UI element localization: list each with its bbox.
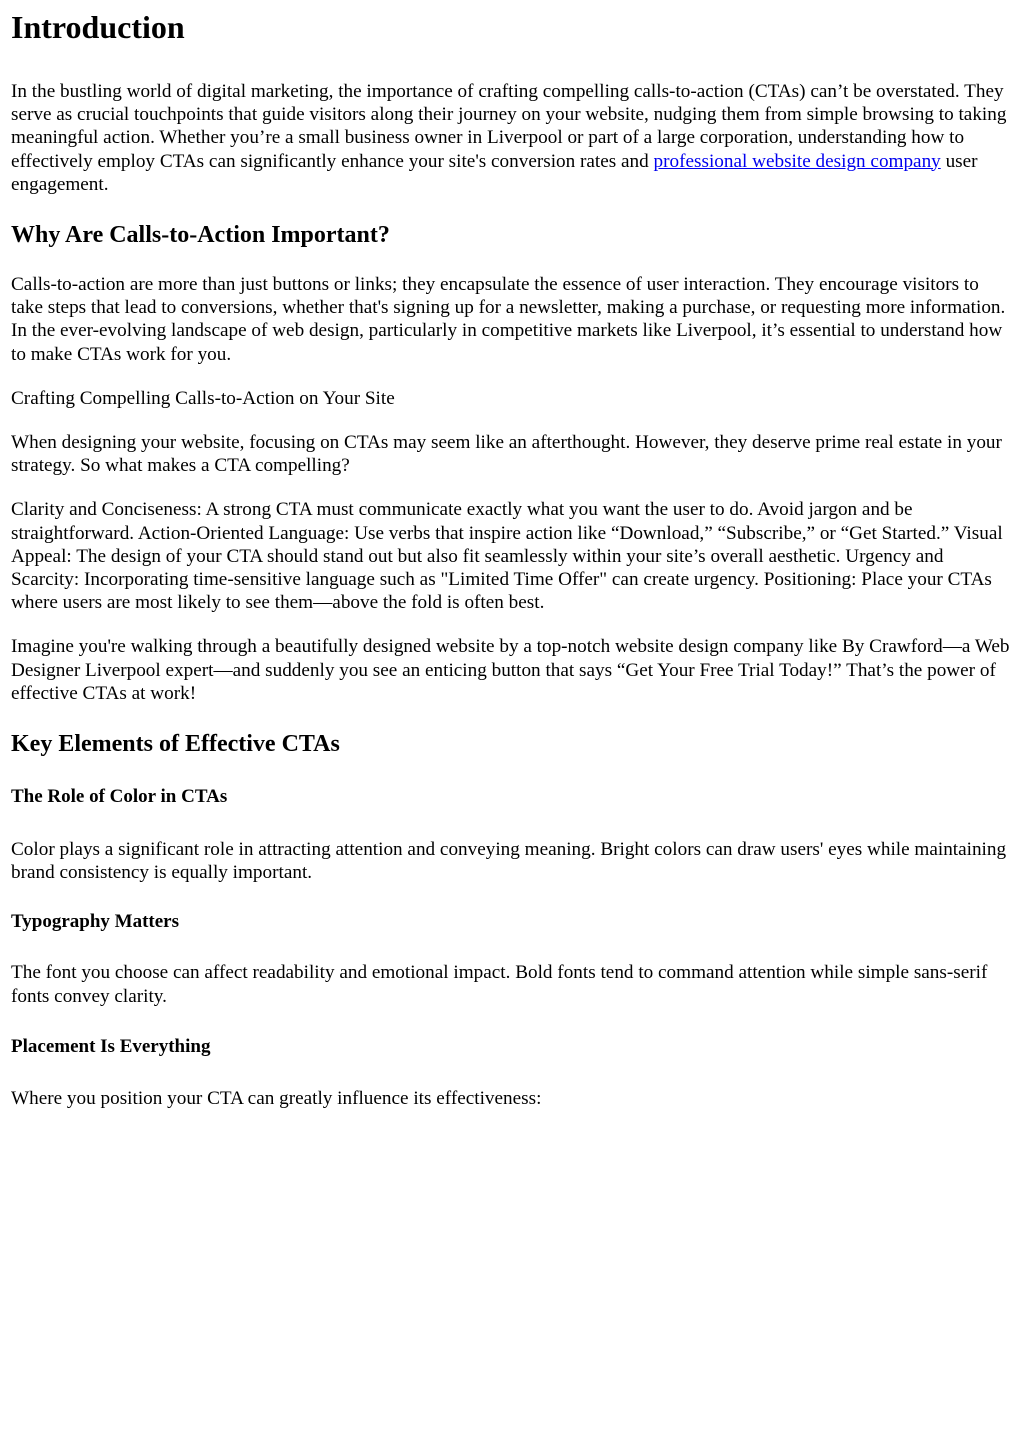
subheading-placement: Placement Is Everything [11,1035,211,1057]
elements-paragraph: Clarity and Conciseness: A strong CTA must communicate exactly what you want the user to do. Avoid jargon and be straightforward. Action-Oriented Language: Use verbs that inspire action like “Download,” “Subscribe,” or “Get Started.” Visual Appeal: The design of your CTA should stand out but also fit seamlessly within your site’s overall aesthetic. Urgency and Scarcity: Incorporating time-sensitive language such as "Limited Time Offer" can create urgency. Positioning: Place your CTAs where users are most likely to see them—above the fold is often best. [11,499,1003,614]
section-heading-key-elements: Key Elements of Effective CTAs [11,731,340,758]
imagine-paragraph: Imagine you're walking through a beautifully designed website by a top-notch website design company like By Crawford—a Web Designer Liverpool expert—and suddenly you see an enticing button that says “Get Your Free Trial Today!” That’s the power of effective CTAs at work! [11,636,1010,704]
subheading-color: The Role of Color in CTAs [11,786,228,808]
intro-paragraph [11,80,1014,196]
section-heading-why: Why Are Calls-to-Action Important? [11,222,390,249]
subheading-typography: Typography Matters [11,911,179,933]
article [0,9,1024,1110]
intro-text: In the bustling world of digital marketing, the importance of crafting compelling calls-to-action (CTAs) can’t be overstated. They serve as crucial touchpoints that guide visitors along their journey on your website, nudging them from simple browsing to taking meaningful action. Whether you’re a small business owner in Liverpool or part of a large corporation, understanding how to effectively employ CTAs can significantly enhance your site's conversion rates and [11,81,1007,172]
typography-paragraph: The font you choose can affect readability and emotional impact. Bold fonts tend to command attention while simple sans-serif fonts convey clarity. [11,962,988,1007]
why-paragraph: Calls-to-action are more than just buttons or links; they encapsulate the essence of user interaction. They encourage visitors to take steps that lead to conversions, whether that's signing up for a newsletter, making a purchase, or requesting more information. In the ever-evolving landscape of web design, particularly in competitive markets like Liverpool, it’s essential to understand how to make CTAs work for you. [11,274,1006,365]
crafting-subheading: Crafting Compelling Calls-to-Action on Your Site [11,387,395,409]
designing-paragraph: When designing your website, focusing on CTAs may seem like an afterthought. However, they deserve prime real estate in your strategy. So what makes a CTA compelling? [11,432,1002,477]
page-title: Introduction [11,9,185,45]
website-design-link[interactable]: professional website design company [653,150,941,172]
intro-text-end: user engagement. [11,150,978,195]
color-paragraph: Color plays a significant role in attracting attention and conveying meaning. Bright colors can draw users' eyes while maintaining brand consistency is equally important. [11,839,1007,884]
placement-paragraph: Where you position your CTA can greatly influence its effectiveness: [11,1087,542,1109]
